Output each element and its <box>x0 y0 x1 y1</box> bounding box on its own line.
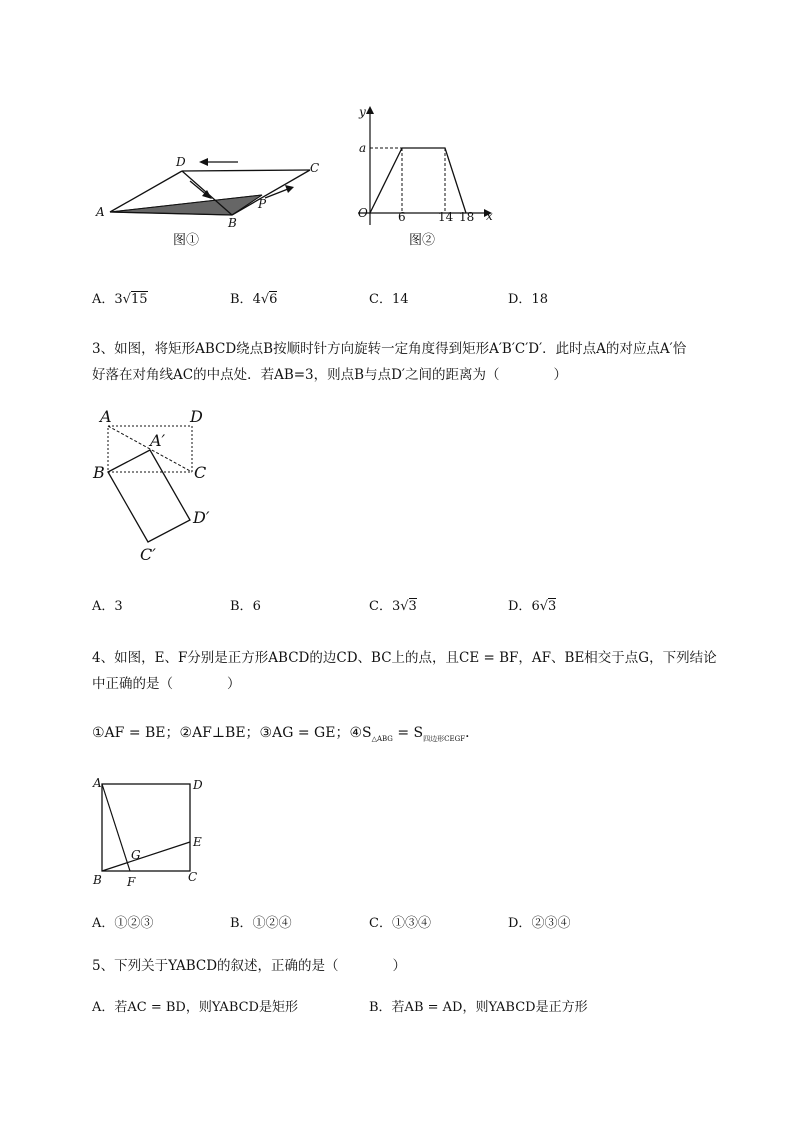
q4-line-2: 中正确的是（ ） <box>92 676 241 692</box>
q3-line-1: 3、如图，将矩形ABCD绕点B按顺时针方向旋转一定角度得到矩形A′B′C′D′．此时点A的对应点A′恰 <box>92 341 687 357</box>
x-axis-label: x <box>486 209 493 223</box>
q3-line-2: 好落在对角线AC的中点处．若AB=3，则点B与点D′之间的距离为（ ） <box>92 367 567 383</box>
sqrt-symbol: √ <box>539 599 549 614</box>
q3-point-a-prime: A′ <box>150 431 166 450</box>
q2-option-b[interactable]: B．4√6 <box>230 292 278 307</box>
sqrt-symbol: √ <box>260 292 270 307</box>
point-p-label: P <box>258 197 267 211</box>
sqrt-symbol: √ <box>400 599 409 614</box>
q4-point-a: A <box>93 776 102 790</box>
q3-option-d[interactable]: D．6√3 <box>508 599 557 614</box>
sqrt-symbol: √ <box>122 292 131 307</box>
q4-point-c: C <box>188 870 198 884</box>
q3-point-c: C <box>194 463 207 482</box>
level-a-label: a <box>359 141 367 155</box>
q3-point-a: A <box>100 407 112 426</box>
point-a-label: A <box>96 205 105 219</box>
q4-point-f: F <box>127 875 136 889</box>
q2-option-d[interactable]: D．18 <box>508 292 548 307</box>
q5-option-b[interactable]: B．若AB = AD，则YABCD是正方形 <box>369 1000 588 1015</box>
q3-point-d-prime: D′ <box>193 508 210 527</box>
y-axis-label: y <box>359 105 366 119</box>
tick-14: 14 <box>438 210 454 224</box>
q2-option-a[interactable]: A．3√15 <box>92 292 148 307</box>
origin-label: O <box>358 206 368 220</box>
figure-2-caption: 图② <box>409 233 436 248</box>
q4-option-a[interactable]: A．①②③ <box>92 916 154 931</box>
tick-18: 18 <box>459 210 475 224</box>
q4-point-e: E <box>193 835 202 849</box>
q3-point-c-prime: C′ <box>140 545 156 564</box>
tick-6: 6 <box>398 210 406 224</box>
q5-stem: 5、下列关于YABCD的叙述，正确的是（ ） <box>92 958 407 974</box>
q4-option-c[interactable]: C．①③④ <box>369 916 431 931</box>
q4-point-g: G <box>131 848 141 862</box>
q3-point-d: D <box>190 407 203 426</box>
figure-1-caption: 图① <box>173 233 200 248</box>
q5-option-a[interactable]: A．若AC = BD，则YABCD是矩形 <box>92 1000 298 1015</box>
point-b-label: B <box>228 216 237 230</box>
q3-point-b: B <box>93 463 105 482</box>
q3-option-a[interactable]: A．3 <box>92 599 123 614</box>
q2-option-c[interactable]: C．14 <box>369 292 409 307</box>
q3-option-b[interactable]: B．6 <box>230 599 261 614</box>
q4-line-1: 4、如图，E、F分别是正方形ABCD的边CD、BC上的点，且CE = BF，AF、BE相交于点G，下列结论 <box>92 650 717 666</box>
point-c-label: C <box>310 161 320 175</box>
q4-point-b: B <box>93 873 102 887</box>
q3-option-c[interactable]: C．3√3 <box>369 599 417 614</box>
q4-option-b[interactable]: B．①②④ <box>230 916 292 931</box>
q4-conclusions: ①AF = BE；②AF⊥BE；③AG = GE；$④S_{\triangle ABG} = S_{四边形CEGF}$． <box>92 725 480 743</box>
point-d-label: D <box>176 155 186 169</box>
q4-point-d: D <box>193 778 203 792</box>
q4-option-d[interactable]: D．②③④ <box>508 916 571 931</box>
